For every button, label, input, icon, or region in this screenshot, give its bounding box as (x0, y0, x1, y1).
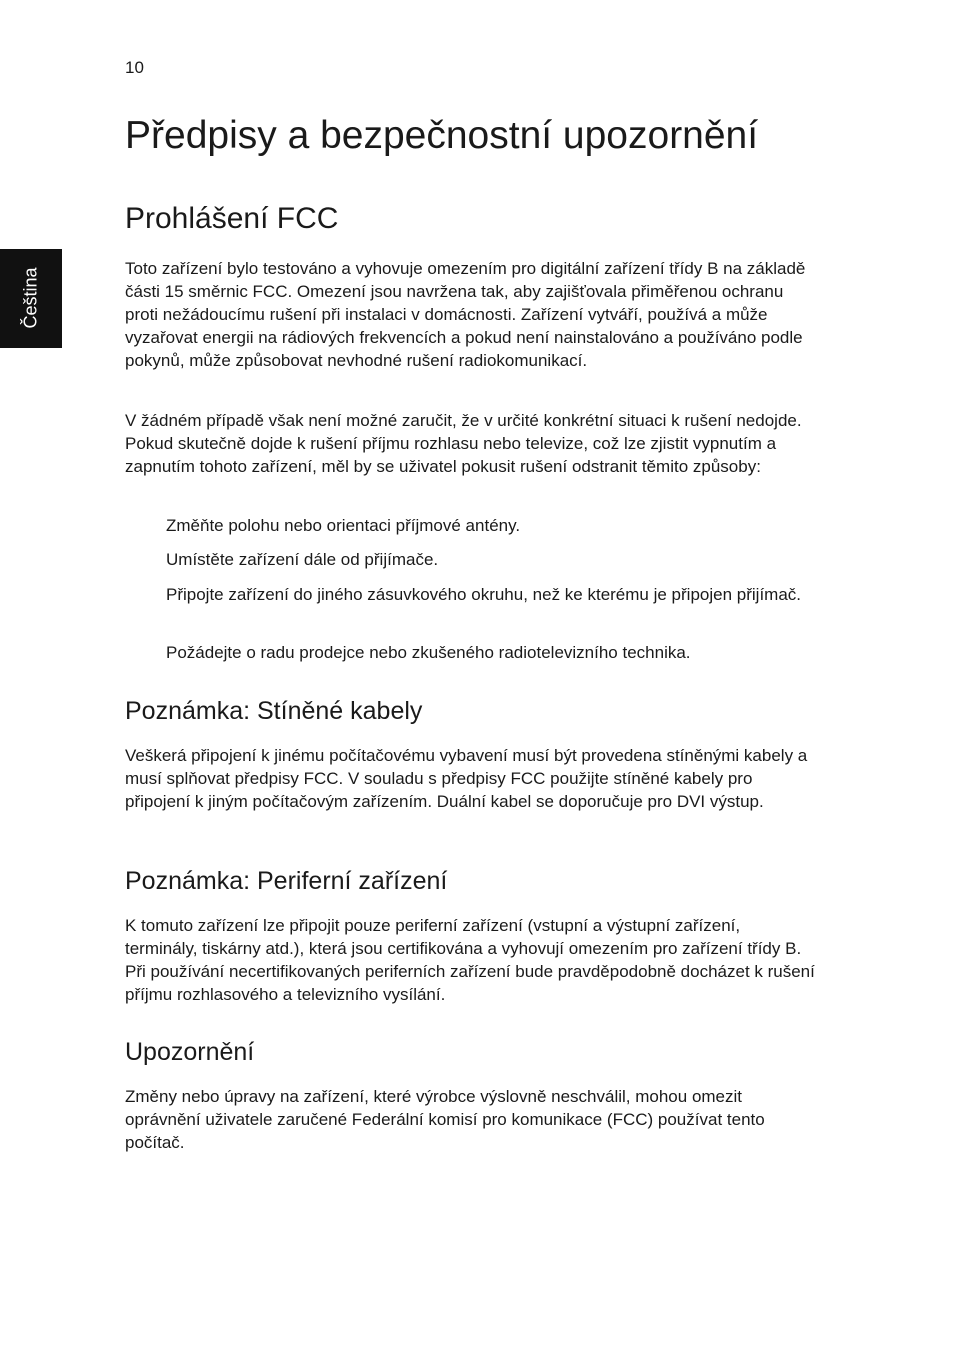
language-tab-label: Čeština (20, 267, 41, 329)
language-tab (0, 249, 62, 348)
peripheral-paragraph: K tomuto zařízení lze připojit pouze periferní zařízení (vstupní a výstupní zařízení, terminály, tiskárny atd.), která jsou certifikována a vyhovují omezením pro zařízení třídy B. Při používání necertifikovaných periferních zařízení bude pravděpodobně docházet k rušení příjmu rozhlasového a televizního vysílání. (125, 916, 815, 1004)
peripheral-heading: Poznámka: Periferní zařízení (125, 867, 448, 895)
fcc-paragraph-2: V žádném případě však není možné zaručit, že v určité konkrétní situaci k rušení nedojde. Pokud skutečně dojde k rušení příjmu rozhlasu nebo televize, což lze zjistit vypnutím a zapnutím tohoto zařízení, měl by se uživatel pokusit rušení odstranit těmito způsoby: (125, 411, 802, 476)
warning-heading: Upozornění (125, 1038, 255, 1066)
page-title: Předpisy a bezpečnostní upozornění (125, 114, 759, 157)
page-number: 10 (125, 58, 144, 77)
fcc-heading: Prohlášení FCC (125, 202, 339, 235)
cables-heading: Poznámka: Stíněné kabely (125, 697, 423, 725)
warning-paragraph: Změny nebo úpravy na zařízení, které výrobce výslovně neschválil, mohou omezit oprávnění uživatele zaručené Federální komisí pro komunikace (FCC) používat tento počítač. (125, 1087, 765, 1152)
list-item: Umístěte zařízení dále od přijímače. (166, 550, 439, 569)
fcc-paragraph-1: Toto zařízení bylo testováno a vyhovuje omezením pro digitální zařízení třídy B na základě části 15 směrnic FCC. Omezení jsou navržena tak, aby zajišťovala přiměřenou ochranu proti nežádoucímu rušení při instalaci v domácnosti. Zařízení vytváří, používá a může vyzařovat energii na rádiových frekvencích a pokud není nainstalováno a používáno podle pokynů, může způsobovat nevhodné rušení radiokomunikací. (125, 259, 806, 370)
list-item: Připojte zařízení do jiného zásuvkového okruhu, než ke kterému je připojen přijímač. (166, 585, 802, 604)
cables-paragraph: Veškerá připojení k jinému počítačovému vybavení musí být provedena stíněnými kabely a musí splňovat předpisy FCC. V souladu s předpisy FCC použijte stíněné kabely pro připojení k jiným počítačovým zařízením. Duální kabel se doporučuje pro DVI výstup. (125, 746, 808, 811)
list-item: Změňte polohu nebo orientaci příjmové antény. (166, 516, 521, 535)
list-item: Požádejte o radu prodejce nebo zkušeného radiotelevizního technika. (166, 643, 691, 662)
